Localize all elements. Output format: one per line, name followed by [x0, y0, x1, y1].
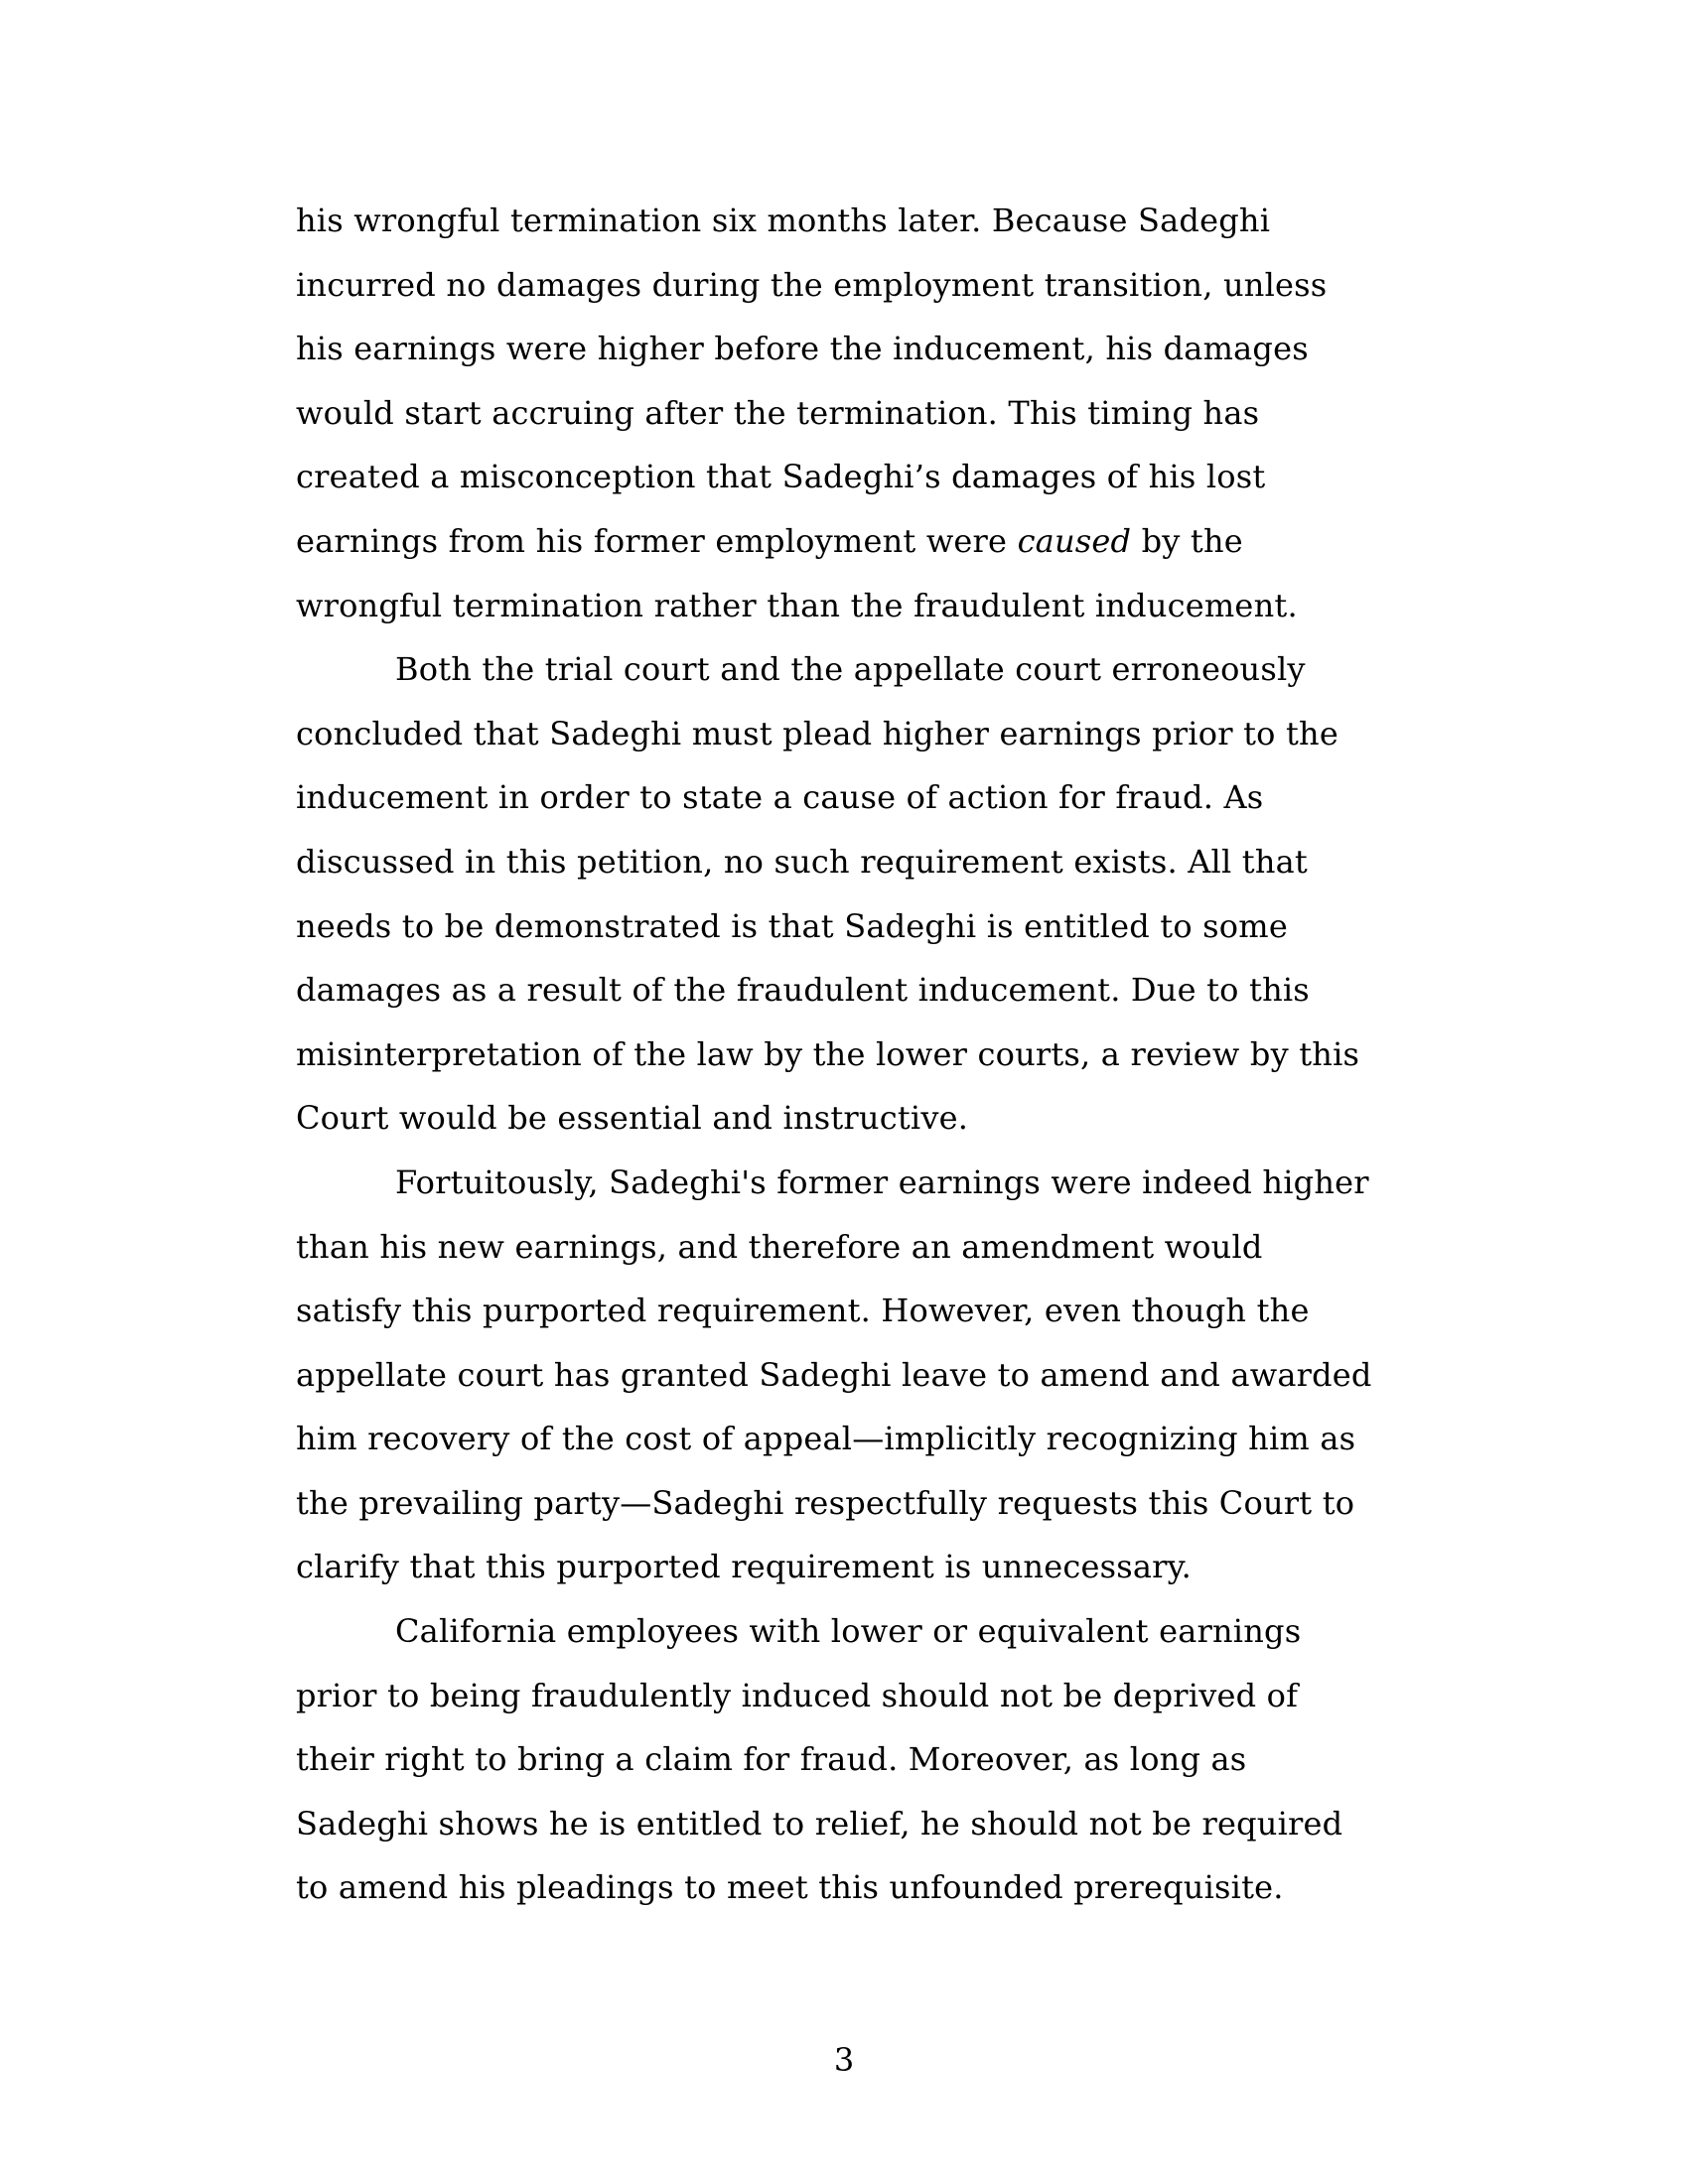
text-line [296, 1535, 1413, 1599]
text-segment: prior to being fraudulently induced should not be deprived of [296, 1676, 1299, 1714]
text-line [296, 1215, 1413, 1280]
text-segment: his earnings were higher before the inducement, his damages [296, 330, 1309, 368]
text-line [296, 1023, 1413, 1087]
text-line [296, 830, 1413, 894]
text-line [296, 1151, 1413, 1215]
text-line [296, 189, 1413, 253]
text-line [296, 1086, 1413, 1151]
text-segment: satisfy this purported requirement. However, even though the [296, 1292, 1310, 1330]
text-segment: Both the trial court and the appellate court erroneously [395, 650, 1306, 689]
text-line [296, 1727, 1413, 1792]
text-segment: him recovery of the cost of appeal—implicitly recognizing him as [296, 1420, 1356, 1458]
text-line [296, 317, 1413, 381]
text-segment: Fortuitously, Sadeghi's former earnings were indeed higher [395, 1162, 1369, 1201]
text-line [296, 1792, 1413, 1856]
paragraph [296, 1151, 1413, 1599]
text-line [296, 894, 1413, 959]
paragraph [296, 189, 1413, 637]
text-line [296, 1279, 1413, 1343]
text-segment: than his new earnings, and therefore an amendment would [296, 1227, 1263, 1266]
text-segment: discussed in this petition, no such requirement exists. All that [296, 842, 1308, 881]
text-segment: would start accruing after the termination. This timing has [296, 393, 1260, 432]
text-line [296, 445, 1413, 509]
text-segment: Court would be essential and instructive. [296, 1099, 969, 1138]
text-segment: created a misconception that Sadeghi’s damages of his lost [296, 458, 1266, 496]
text-segment: inducement in order to state a cause of action for fraud. As [296, 778, 1264, 817]
text-line [296, 381, 1413, 446]
text-segment: earnings from his former employment were [296, 521, 1018, 560]
text-line [296, 702, 1413, 766]
text-segment: by the [1131, 521, 1243, 560]
text-line [296, 1599, 1413, 1664]
text-line [296, 1855, 1413, 1920]
text-line [296, 574, 1413, 638]
text-segment: his wrongful termination six months later. Because Sadeghi [296, 202, 1271, 239]
text-line [296, 509, 1413, 574]
text-segment: concluded that Sadeghi must plead higher earnings prior to the [296, 714, 1338, 752]
text-segment: clarify that this purported requirement is unnecessary. [296, 1548, 1193, 1586]
emphasized-text: caused [1017, 521, 1132, 560]
text-segment: their right to bring a claim for fraud. Moreover, as long as [296, 1740, 1247, 1779]
body-text [296, 189, 1413, 1920]
text-segment: appellate court has granted Sadeghi leave to amend and awarded [296, 1355, 1372, 1394]
text-line [296, 1471, 1413, 1536]
page-number: 3 [833, 2041, 855, 2079]
text-segment: wrongful termination rather than the fraudulent inducement. [296, 586, 1298, 624]
text-line [296, 958, 1413, 1023]
text-line [296, 1407, 1413, 1471]
text-segment: incurred no damages during the employment transition, unless [296, 265, 1328, 304]
text-line [296, 253, 1413, 318]
text-segment: the prevailing party—Sadeghi respectfully requests this Court to [296, 1483, 1355, 1522]
text-segment: Sadeghi shows he is entitled to relief, he should not be required [296, 1804, 1343, 1843]
text-segment: California employees with lower or equivalent earnings [395, 1612, 1302, 1651]
text-segment: to amend his pleadings to meet this unfounded prerequisite. [296, 1868, 1284, 1907]
text-line [296, 1664, 1413, 1728]
text-line [296, 1343, 1413, 1408]
text-segment: damages as a result of the fraudulent inducement. Due to this [296, 971, 1310, 1010]
text-line [296, 765, 1413, 830]
text-line [296, 637, 1413, 702]
paragraph [296, 1599, 1413, 1920]
text-segment: needs to be demonstrated is that Sadeghi is entitled to some [296, 906, 1288, 945]
paragraph [296, 637, 1413, 1151]
text-segment: misinterpretation of the law by the lower courts, a review by this [296, 1034, 1360, 1073]
